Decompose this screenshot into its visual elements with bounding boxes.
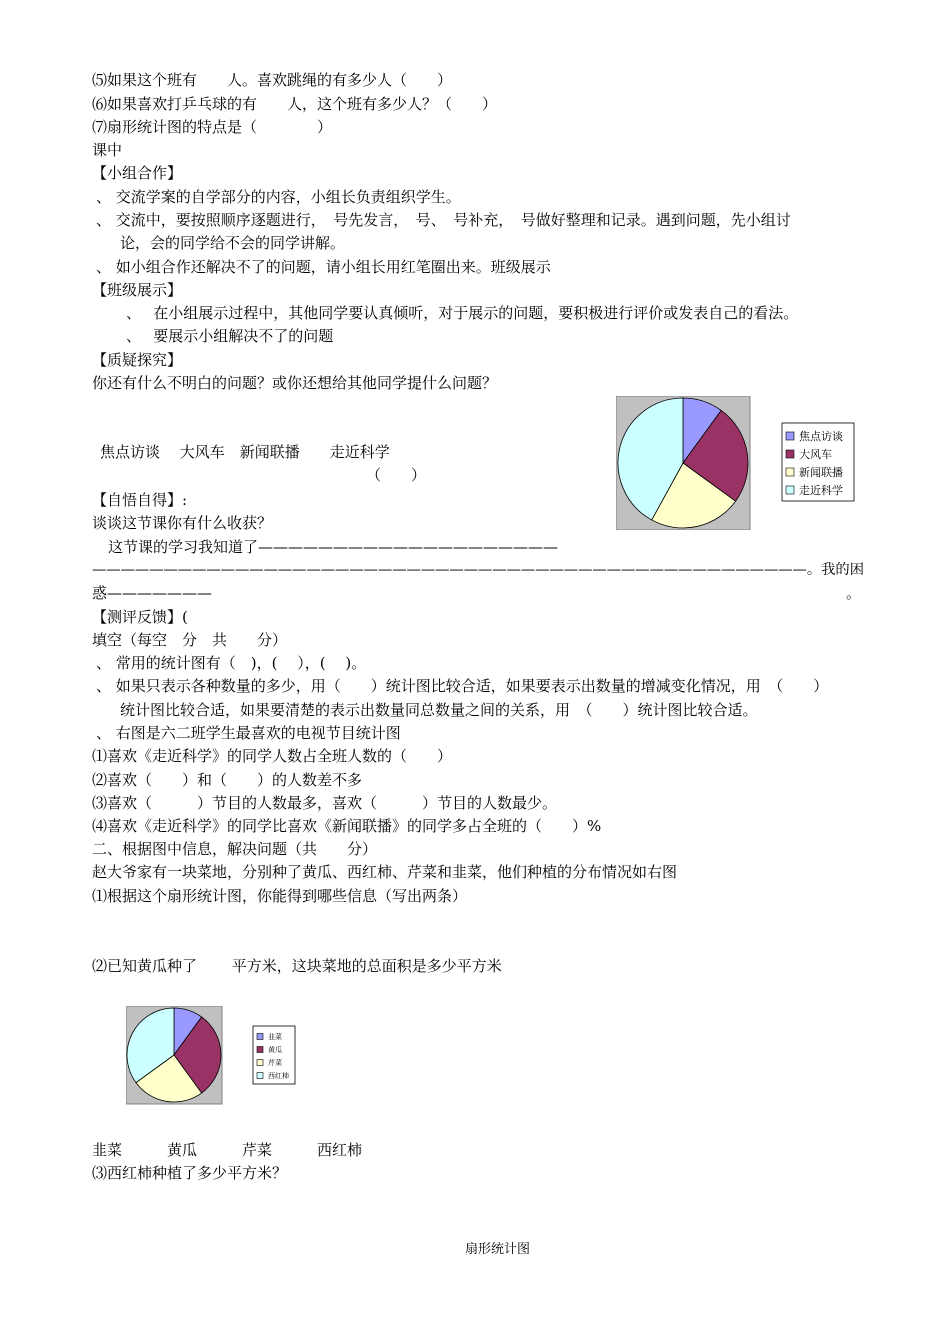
veg-question-3: ⑶西红柿种植了多少平方米？ bbox=[92, 1164, 288, 1182]
legend-swatch-0 bbox=[786, 432, 794, 440]
heading-inquiry: 【质疑探究】 bbox=[92, 351, 183, 369]
display-item-2: 、 要展示小组解决不了的问题 bbox=[126, 327, 334, 345]
legend-label-0: 韭菜 bbox=[268, 1033, 282, 1042]
sub-question-4: ⑷喜欢《走近科学》的同学比喜欢《新闻联播》的同学多占全班的（ ）% bbox=[92, 817, 602, 835]
pie1-blank: （ ） bbox=[366, 466, 427, 484]
heading-self-reflection: 【自悟自得】: bbox=[92, 491, 188, 509]
veg-question-1: ⑴根据这个扇形统计图，你能得到哪些信息（写出两条） bbox=[92, 887, 468, 905]
fill-item-2-cont: 统计图比较合适，如果要清楚的表示出数量同总数量之间的关系，用 （ ）统计图比较合适。 bbox=[120, 701, 758, 719]
sub-question-1: ⑴喜欢《走近科学》的同学人数占全班人数的（ ） bbox=[92, 747, 453, 765]
legend-swatch-0 bbox=[257, 1034, 263, 1040]
learned-line-cont: ——————————————————————————————————————————————————。我的困 bbox=[92, 562, 865, 578]
question-5: ⑸如果这个班有 人。喜欢跳绳的有多少人（ ） bbox=[92, 71, 453, 89]
reflection-question: 谈谈这节课你有什么收获？ bbox=[92, 514, 273, 532]
section-two-heading: 二、根据图中信息，解决问题（共 分） bbox=[92, 840, 378, 858]
display-item-1: 、 在小组展示过程中，其他同学要认真倾听，对于展示的问题，要积极进行评价或发表自己的看法。 bbox=[126, 304, 799, 322]
fill-item-3: 、 右图是六二班学生最喜欢的电视节目统计图 bbox=[96, 724, 401, 742]
vegetable-pie-chart bbox=[126, 1006, 306, 1106]
legend-swatch-1 bbox=[786, 450, 794, 458]
fill-item-2: 、 如果只表示各种数量的多少，用（ ）统计图比较合适，如果要表示出数量的增减变化情况，用 （ ） bbox=[96, 677, 829, 695]
vegetable-intro: 赵大爷家有一块菜地，分别种了黄瓜、西红柿、芹菜和韭菜，他们种植的分布情况如右图 bbox=[92, 863, 678, 881]
legend-label-2: 芹菜 bbox=[268, 1059, 282, 1068]
inquiry-question: 你还有什么不明白的问题？或你还想给其他同学提什么问题？ bbox=[92, 374, 498, 392]
legend-label-3: 西红柿 bbox=[268, 1072, 289, 1081]
veg-question-2: ⑵已知黄瓜种了 平方米，这块菜地的总面积是多少平方米 bbox=[92, 957, 502, 975]
legend-label-1: 黄瓜 bbox=[268, 1046, 282, 1055]
learned-line: 这节课的学习我知道了———————————————————— bbox=[108, 538, 559, 556]
fill-blank-heading: 填空（每空 分 共 分） bbox=[92, 631, 288, 649]
heading-group-work: 【小组合作】 bbox=[92, 164, 183, 182]
legend-label-2: 新闻联播 bbox=[799, 466, 843, 480]
legend-swatch-2 bbox=[257, 1060, 263, 1066]
heading-class-display: 【班级展示】 bbox=[92, 281, 183, 299]
group-item-3: 、 如小组合作还解决不了的问题，请小组长用红笔圈出来。班级展示 bbox=[96, 258, 551, 276]
sub-question-3: ⑶喜欢（ ）节目的人数最多，喜欢（ ）节目的人数最少。 bbox=[92, 794, 558, 812]
sub-question-2: ⑵喜欢（ ）和（ ）的人数差不多 bbox=[92, 771, 363, 789]
legend-label-1: 大风车 bbox=[799, 448, 832, 462]
legend-swatch-3 bbox=[257, 1073, 263, 1079]
page-caption: 扇形统计图 bbox=[465, 1242, 531, 1257]
group-item-2-cont: 论，会的同学给不会的同学讲解。 bbox=[120, 234, 346, 252]
pie2-labels: 韭菜 黄瓜 芹菜 西红柿 bbox=[92, 1141, 363, 1159]
fill-item-1: 、 常用的统计图有（ )，( ），( )。 bbox=[96, 654, 367, 672]
pie1-labels: 焦点访谈 大风车 新闻联播 走近科学 bbox=[100, 443, 390, 461]
heading-assessment: 【测评反馈】( bbox=[92, 608, 188, 626]
question-7: ⑺扇形统计图的特点是（ ） bbox=[92, 118, 333, 136]
legend-swatch-2 bbox=[786, 468, 794, 476]
legend-label-3: 走近科学 bbox=[799, 484, 843, 498]
confusion-end: 。 bbox=[846, 584, 862, 602]
section-in-class: 课中 bbox=[92, 141, 123, 159]
confusion-line: 惑——————— bbox=[92, 584, 213, 602]
group-item-2: 、 交流中，要按照顺序逐题进行， 号先发言， 号、 号补充， 号做好整理和记录。遇到问题，先小组讨 bbox=[96, 211, 791, 229]
legend-swatch-1 bbox=[257, 1047, 263, 1053]
group-item-1: 、 交流学案的自学部分的内容，小组长负责组织学生。 bbox=[96, 188, 461, 206]
question-6: ⑹如果喜欢打乒乓球的有 人，这个班有多少人？（ ） bbox=[92, 95, 498, 113]
tv-program-pie-chart bbox=[616, 396, 856, 530]
legend-swatch-3 bbox=[786, 486, 794, 494]
legend-label-0: 焦点访谈 bbox=[799, 430, 843, 444]
